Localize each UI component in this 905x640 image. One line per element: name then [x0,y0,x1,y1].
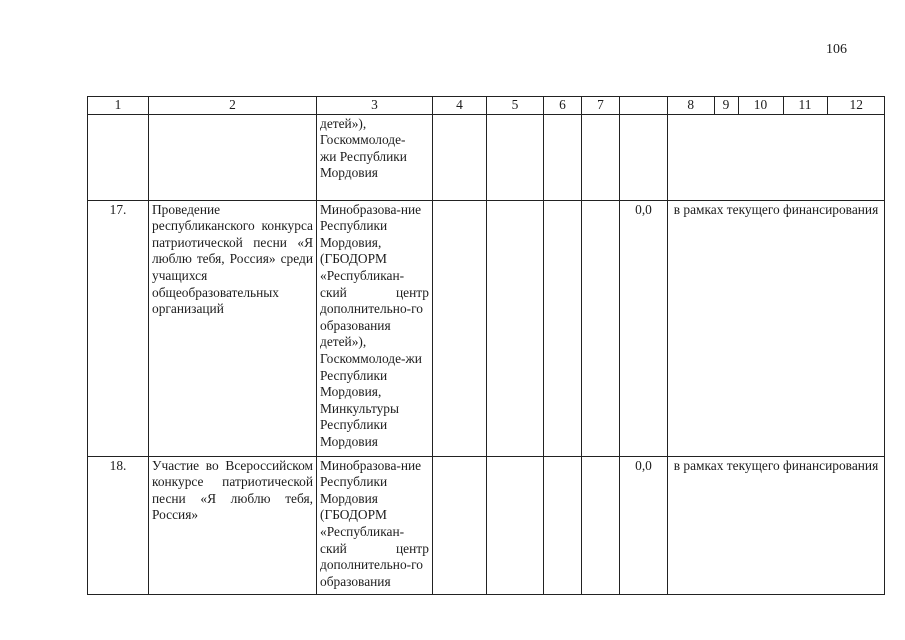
row-number [88,114,149,200]
empty-cell [582,114,620,200]
table-row [88,200,885,456]
executor: Минобразова-ние Республики Мордовия, (ГБОДОРМ «Республикан-ский центр дополнительно-го образования детей»), Госкоммолоде-жи Республики Мордовия, Минкультуры Республики Мордовия [317,200,433,456]
empty-cell [433,114,487,200]
empty-cell [487,200,544,456]
header-col-12: 12 [827,97,885,114]
header-col-group [668,97,885,115]
funding-note: в рамках текущего финансирования [668,456,885,594]
header-subcolumns [668,97,885,114]
empty-cell [582,456,620,594]
header-col-2: 2 [149,97,317,115]
header-col-blank [620,97,668,115]
program-table [87,96,885,595]
empty-cell [487,114,544,200]
funding-note: в рамках текущего финансирования [668,200,885,456]
empty-cell [544,456,582,594]
executor: детей»), Госкоммолоде- жи Республики Мордовия [317,114,433,200]
header-col-11: 11 [783,97,827,114]
header-col-7: 7 [582,97,620,115]
empty-cell [487,456,544,594]
table-row [88,114,885,200]
header-col-6: 6 [544,97,582,115]
row-number: 18. [88,456,149,594]
event-title: Участие во Всероссийском конкурсе патриотической песни «Я люблю тебя, Россия» [149,456,317,594]
header-col-3: 3 [317,97,433,115]
table-header-row [88,97,885,115]
page-number: 106 [826,42,847,57]
empty-cell [582,200,620,456]
header-col-1: 1 [88,97,149,115]
amount: 0,0 [620,456,668,594]
empty-cell [544,114,582,200]
row-number: 17. [88,200,149,456]
empty-cell [544,200,582,456]
amount: 0,0 [620,200,668,456]
empty-cell [433,200,487,456]
executor: Минобразова-ние Республики Мордовия (ГБОДОРМ «Республикан-ский центр дополнительно-го образования [317,456,433,594]
header-col-5: 5 [487,97,544,115]
header-col-10: 10 [738,97,783,114]
amount [620,114,668,200]
empty-cell [433,456,487,594]
table-row [88,456,885,594]
header-col-8: 8 [687,97,695,112]
funding-note [668,114,885,200]
event-title [149,114,317,200]
event-title: Проведение республиканского конкурса патриотической песни «Я люблю тебя, Россия» среди учащихся общеобразовательных организаций [149,200,317,456]
header-col-9: 9 [714,97,738,114]
header-col-4: 4 [433,97,487,115]
